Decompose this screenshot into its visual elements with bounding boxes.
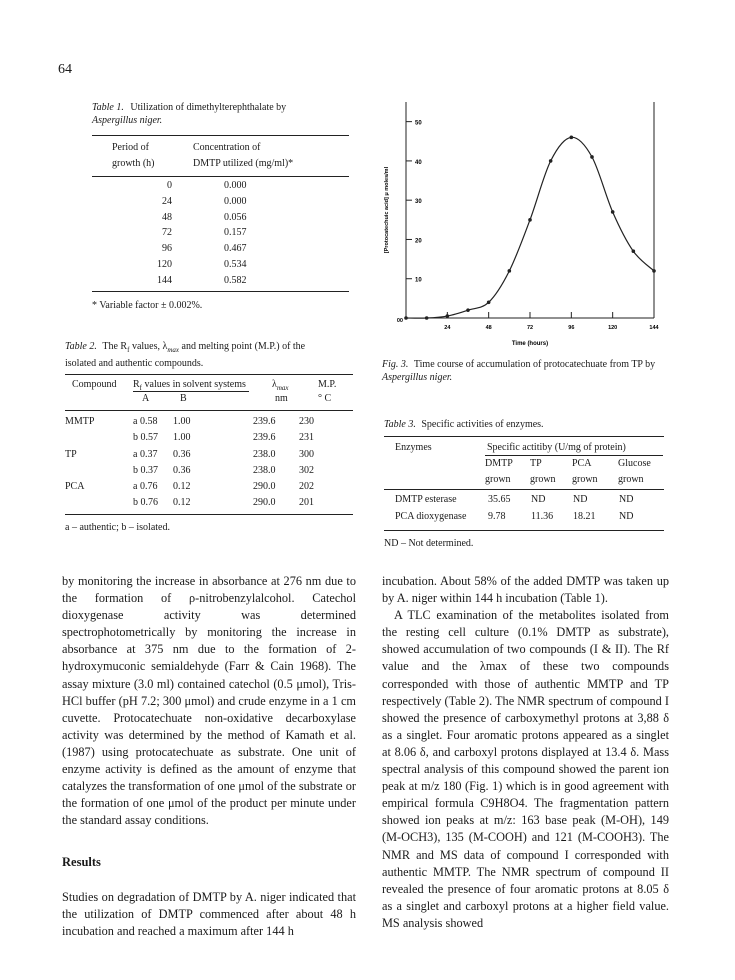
table2-cell: 231 — [299, 432, 314, 444]
table3-subheaders: DMTP TP PCA Glucose grown grown grown grown — [485, 458, 651, 485]
table3-header-rule — [384, 489, 664, 490]
table3-cell: 35.65 — [488, 494, 511, 505]
table3-caption: Table 3. Specific activities of enzymes. — [384, 419, 544, 430]
table2-cell: 239.6 — [253, 416, 276, 427]
table2-caption: Table 2. The $R_f$ values, $\lambda_{max}$ and melting point (M.P.) of the isolated and authentic compounds. — [65, 341, 306, 369]
table1-row — [92, 180, 324, 196]
table2-cell: a 0.76 — [133, 481, 158, 493]
table3-footnote: ND – Not determined. — [384, 538, 474, 549]
table1-cell: 0.467 — [224, 243, 247, 255]
table1-col2-header: Concentration of DMTP utilized (mg/ml)* — [193, 142, 294, 169]
x-tick-label: 24 — [444, 325, 451, 331]
table1-cell: 96 — [162, 243, 172, 255]
fig3-chart — [378, 96, 678, 352]
table2-cell: a 0.58 — [133, 416, 158, 427]
data-point — [528, 218, 532, 222]
x-tick-label: 96 — [568, 325, 575, 331]
data-point — [611, 210, 615, 214]
table3-top-rule — [384, 436, 664, 437]
table3-h-enzymes: Enzymes — [395, 442, 432, 453]
table2-cell — [65, 497, 133, 513]
table2-cell — [65, 432, 133, 448]
table2-cell: 1.00 — [173, 416, 191, 427]
left-paragraph-2: Studies on degradation of DMTP by A. niger indicated that the utilization of DMTP commenced after about 48 h incubation and reached a maximum after 144 h — [62, 889, 356, 938]
data-point — [425, 316, 429, 320]
table3-h-activity: Specific actitiby (U/mg of protein) — [487, 442, 626, 453]
y-tick-label: 40 — [415, 159, 422, 166]
table2-row — [65, 497, 329, 513]
y-tick-label: 30 — [415, 199, 422, 206]
table1-cell: 120 — [157, 258, 172, 270]
right-paragraph-1: incubation. About 58% of the added DMTP was taken up by A. niger within 144 h incubation (Table 1). — [382, 574, 669, 606]
y-axis-label: [Protocatechuic acid] μ moles/ml — [384, 166, 390, 254]
table1-cell: 0.056 — [224, 211, 247, 223]
y-tick-label: 50 — [415, 120, 422, 127]
table3-row — [395, 494, 649, 511]
origin-label: 00 — [396, 318, 403, 324]
table2-cell: 238.0 — [253, 448, 276, 460]
table2-cell: b 0.76 — [133, 497, 158, 509]
table1-cell: 0.000 — [224, 180, 247, 191]
table2-cell: 0.36 — [173, 464, 191, 476]
table2-cell: b 0.37 — [133, 464, 158, 476]
data-point — [652, 269, 656, 273]
right-paragraph-2: A TLC examination of the metabolites isolated from the resting cell culture (0.1% DMTP as substrate), showed accumulation of two compounds (I & II). The Rf value and the λmax of these two compounds corresponded with those of authentic MMTP and TP respectively (Table 2). The NMR spectrum of compound I showed the presence of carboxymethyl protons at 3,88 δ as a singlet. Four aromatic protons appeared as a singlet at 8.06 δ, and carboxyl protons displayed at 13.4 δ. Mass spectral analysis of this compound showed the parent ion peak at m/z 180 (Fig. 1) which is in good agreement with empirical formula C9H8O4. The fragmentation pattern showed ion peaks at m/z: 163 base peak (M-OH), 149 (M-OCH3), 135 (M-COOH) and 121 (M-COOH3). The NMR and MS data of compound I corresponded with authentic MMTP. The NMR spectrum of compound II revealed the presence of four aromatic protons at 8.05 δ as a singlet and carboxyl protons at a higher field value. MS analysis showed — [382, 608, 669, 930]
table3-bottom-rule — [384, 530, 664, 531]
table2-h-compound: Compound — [72, 379, 117, 390]
data-point — [590, 155, 594, 159]
table3-activity-rule — [485, 455, 663, 456]
table2-cell: b 0.57 — [133, 432, 158, 444]
table3-cell: PCA dioxygenase — [395, 511, 467, 522]
table3-cell: ND — [573, 494, 588, 505]
table2-row — [65, 481, 329, 497]
right-column-text — [382, 573, 669, 932]
table1-bottom-rule — [92, 291, 349, 292]
table2-footnote: a – authentic; b – isolated. — [65, 522, 170, 533]
data-point — [549, 159, 553, 163]
fig3-caption: Fig. 3. Time course of accumulation of protocatechuate from TP by Aspergillus niger. — [382, 359, 656, 383]
table1-cell: 0.534 — [224, 258, 247, 270]
y-tick-label: 10 — [415, 277, 422, 284]
table2-top-rule — [65, 374, 353, 375]
table1-caption-organism: Aspergillus niger. — [92, 115, 163, 126]
table2-cell: MMTP — [65, 416, 95, 427]
table3-cell: ND — [619, 511, 634, 522]
table1-row — [92, 243, 324, 259]
series-line — [406, 137, 654, 318]
table2-cell: 202 — [299, 481, 314, 493]
left-paragraph-1: by monitoring the increase in absorbance at 276 nm due to the formation of ρ-nitrobenzylalcohol. Catechol dioxygenase activity was determined spectrophotometrically by monitoring the increase in absorbance at 375 nm due to the formation of 2-hydroxymuconic semialdehyde (Farr & Cain 1968). The assay mixture (3.0 ml) contained catechol (0.5 μmol), Tris-HCl buffer (pH 7.2; 300 μmol) and crude enzyme in a 1 cm cuvette. Protocatechuate non-oxidative decarboxylase activity was determined by the method of Kamath et al. (1987) using protocatechuate as substrate. One unit of enzyme activity is defined as the amount of enzyme that catalyzes the transformation of one μmol of the substrate or the formation of one μmol of the product per minute under the standard assay conditions. — [62, 574, 356, 828]
table1-row — [92, 227, 324, 243]
table2-cell: 230 — [299, 416, 314, 427]
table1-body — [92, 180, 324, 291]
table1-row — [92, 275, 324, 291]
data-point — [508, 269, 512, 273]
table1-cell: 0.582 — [224, 274, 247, 286]
table2-h-nm: nm — [275, 393, 288, 404]
table3-body — [395, 494, 649, 528]
table3-cell: DMTP esterase — [395, 494, 457, 505]
table2-h-c: ° C — [318, 393, 332, 404]
table2-cell: 238.0 — [253, 464, 276, 476]
table2-body — [65, 416, 329, 514]
table2-cell — [65, 465, 133, 481]
table2-header-rule — [65, 410, 353, 411]
table2-row — [65, 449, 329, 465]
table2-cell: TP — [65, 448, 77, 460]
table3-cell: ND — [619, 494, 634, 505]
table1-footnote: * Variable factor ± 0.002%. — [92, 300, 203, 311]
table1-row — [92, 196, 324, 212]
table1-cell: 0.157 — [224, 227, 247, 239]
table2-h-a: A — [142, 393, 150, 404]
table1-label: Table 1. — [92, 102, 124, 113]
table3-cell: 18.21 — [573, 511, 596, 522]
table2-row — [65, 432, 329, 448]
table2-cell: 201 — [299, 497, 314, 509]
table3-cell: 11.36 — [531, 511, 554, 522]
table2-h-lambda: $\lambda_{max}$ — [272, 379, 289, 392]
table1-header-rule — [92, 176, 349, 177]
data-point — [632, 249, 636, 253]
table1-cell: 0.000 — [224, 195, 247, 207]
data-point — [466, 308, 470, 312]
table2-cell: 0.12 — [173, 497, 191, 509]
table1-cell: 144 — [157, 274, 172, 286]
table1-caption-text: Utilization of dimethylterephthalate by — [130, 102, 287, 113]
table2-cell: 0.36 — [173, 448, 191, 460]
table2-cell: a 0.37 — [133, 448, 158, 460]
table1-col1-header: Period of growth (h) — [112, 142, 155, 169]
data-point — [570, 136, 574, 140]
table2-row — [65, 465, 329, 481]
table1-cell: 24 — [162, 195, 172, 207]
table2-rf-rule — [133, 391, 249, 392]
table2-cell: 239.6 — [253, 432, 276, 444]
x-tick-label: 120 — [608, 325, 618, 331]
page-number: 64 — [58, 62, 72, 77]
x-tick-label: 144 — [649, 325, 659, 331]
table2-row — [65, 416, 329, 432]
table2-cell: 0.12 — [173, 481, 191, 493]
x-tick-label: 48 — [485, 325, 492, 331]
table1-row — [92, 259, 324, 275]
table1-row — [92, 212, 324, 228]
table1-cell: 0 — [167, 180, 172, 191]
table3-cell: ND — [531, 494, 546, 505]
table2-cell: 290.0 — [253, 481, 276, 493]
table2-cell: 1.00 — [173, 432, 191, 444]
table2-cell: 290.0 — [253, 497, 276, 509]
table2-h-rf: $R_f$ values in solvent systems — [133, 379, 246, 392]
table1-cell: 72 — [162, 227, 172, 239]
data-point — [487, 300, 491, 304]
x-tick-label: 72 — [526, 325, 534, 331]
table3-cell: 9.78 — [488, 511, 506, 522]
data-point — [446, 314, 450, 318]
table1-top-rule — [92, 135, 349, 136]
table2-bottom-rule — [65, 514, 353, 515]
table2-cell: 300 — [299, 448, 314, 460]
y-tick-label: 20 — [415, 238, 422, 245]
table2-cell: PCA — [65, 481, 85, 493]
table2-h-mp: M.P. — [318, 379, 337, 390]
table2-h-b: B — [180, 393, 187, 404]
x-axis-label: Time (hours) — [511, 341, 549, 347]
data-point — [404, 316, 408, 320]
table3-row — [395, 511, 649, 528]
results-heading: Results — [62, 855, 101, 870]
table1-caption — [92, 101, 354, 127]
table1-cell: 48 — [162, 211, 172, 223]
table2-cell: 302 — [299, 464, 314, 476]
left-column-text — [62, 573, 356, 940]
fig3-label: Fig. 3. — [382, 359, 409, 370]
